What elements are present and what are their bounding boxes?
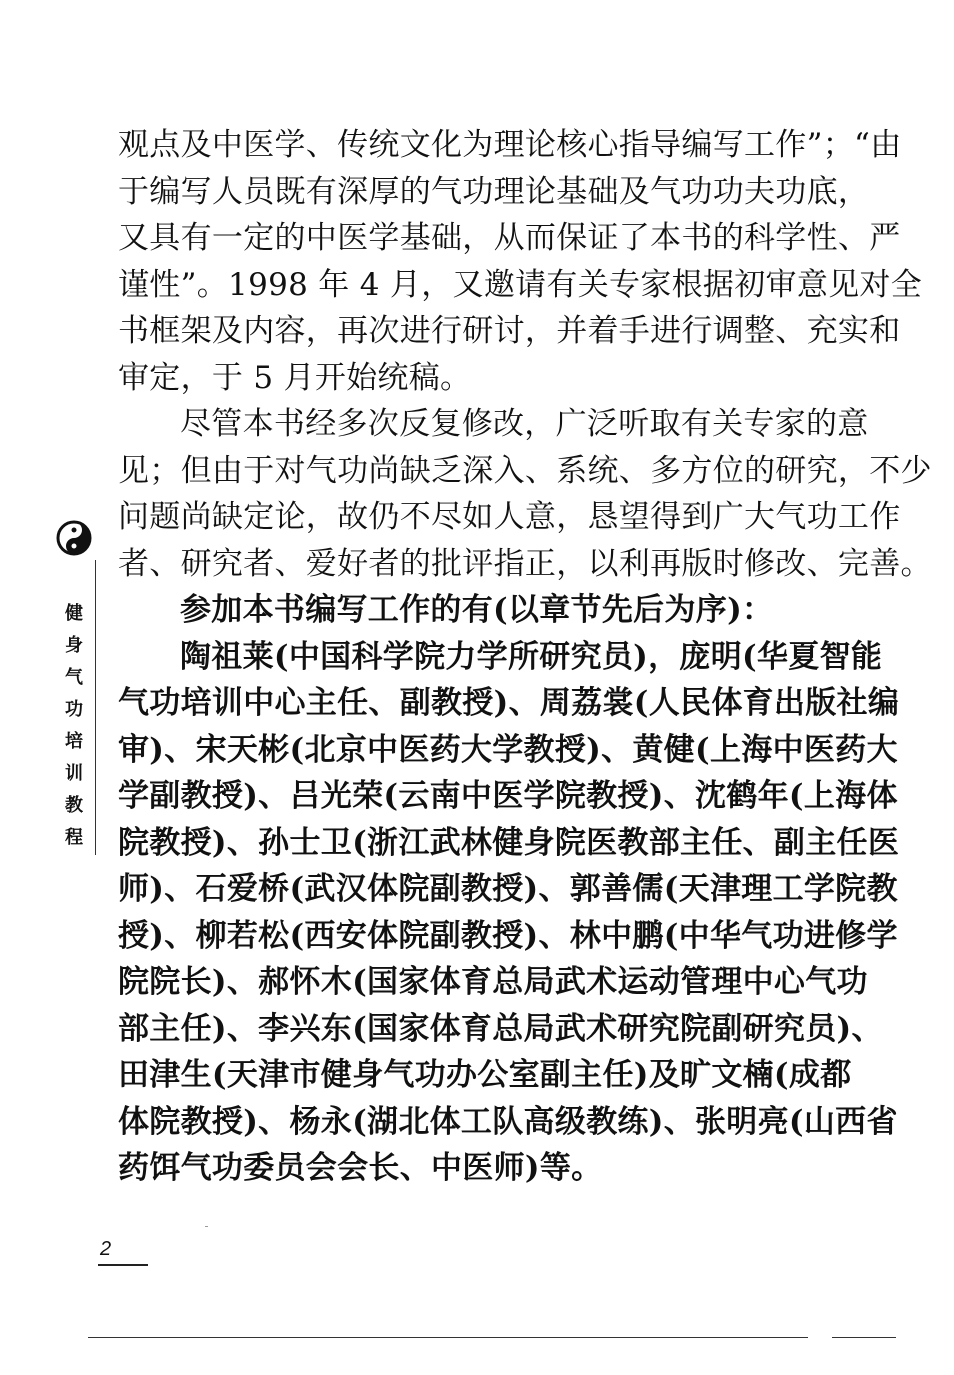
text-line: 问题尚缺定论，故仍不尽如人意，恳望得到广大气功工作 — [118, 499, 901, 535]
text-line: 谨性”。1998 年 4 月，又邀请有关专家根据初审意见对全 — [118, 266, 923, 303]
side-title-char: 训 — [65, 763, 83, 784]
side-divider — [95, 560, 96, 855]
side-title-char: 气 — [65, 667, 83, 688]
side-title-char: 功 — [65, 699, 83, 720]
text-line: 书框架及内容，再次进行研讨，并着手进行调整、充实和 — [118, 313, 901, 349]
page-number: 2 — [100, 1238, 112, 1260]
text-line: 审定，于 5 月开始统稿。 — [118, 359, 472, 396]
side-title-char: 程 — [65, 827, 83, 848]
text-line: 尽管本书经多次反复修改，广泛听取有关专家的意 — [180, 406, 869, 442]
body-text — [118, 122, 932, 1192]
contributors-heading: 参加本书编写工作的有(以章节先后为序)： — [180, 592, 774, 628]
text-line: 见；但由于对气功尚缺乏深入、系统、多方位的研究，不少 — [118, 452, 932, 489]
contributor-line: 学副教授)、吕光荣(云南中医学院教授)、沈鹤年(上海体 — [118, 778, 898, 814]
contributor-line: 院教授)、孙士卫(浙江武林健身院医教部主任、副主任医 — [118, 824, 900, 861]
paragraph-2 — [118, 401, 932, 587]
side-title-char: 健 — [65, 603, 83, 624]
contributor-line: 体院教授)、杨永(湖北体工队高级教练)、张明亮(山西省 — [118, 1103, 898, 1140]
text-line: 于编写人员既有深厚的气功理论基础及气功功夫功底， — [118, 173, 870, 210]
footer-rule — [88, 1337, 808, 1338]
text-line: 又具有一定的中医学基础，从而保证了本书的科学性、严 — [118, 220, 901, 256]
yin-yang-icon — [56, 520, 92, 556]
footer-rule-short — [832, 1337, 896, 1338]
contributor-line: 气功培训中心主任、副教授)、周荔裳(人民体育出版社编 — [118, 685, 900, 721]
contributor-line: 部主任)、李兴东(国家体育总局武术研究院副研究员)、 — [118, 1010, 883, 1047]
side-title-char: 身 — [65, 635, 83, 656]
scan-speck — [205, 1226, 208, 1227]
paragraph-1 — [118, 122, 923, 401]
side-book-title — [62, 598, 86, 854]
side-title-char: 培 — [65, 731, 83, 752]
contributor-line: 师)、石爱桥(武汉体院副教授)、郭善儒(天津理工学院教 — [118, 871, 898, 907]
contributor-line: 药饵气功委员会会长、中医师)等。 — [118, 1150, 603, 1186]
page-number-underline — [98, 1264, 148, 1266]
contributor-line: 授)、柳若松(西安体院副教授)、林中鹏(中华气功进修学 — [118, 917, 898, 954]
contributor-line: 院院长)、郝怀木(国家体育总局武术运动管理中心气功 — [118, 964, 868, 1000]
contributors-heading-paragraph — [118, 587, 818, 634]
contributor-line: 审)、宋天彬(北京中医药大学教授)、黄健(上海中医药大 — [118, 731, 898, 768]
text-line: 观点及中医学、传统文化为理论核心指导编写工作”；“由 — [118, 127, 902, 163]
contributor-line: 田津生(天津市健身气功办公室副主任)及旷文楠(成都 — [118, 1057, 852, 1093]
contributors-list — [118, 634, 900, 1192]
side-title-char: 教 — [65, 795, 83, 816]
contributor-line: 陶祖莱(中国科学院力学所研究员)，庞明(华夏智能 — [180, 638, 883, 675]
text-line: 者、研究者、爱好者的批评指正，以利再版时修改、完善。 — [118, 545, 932, 582]
